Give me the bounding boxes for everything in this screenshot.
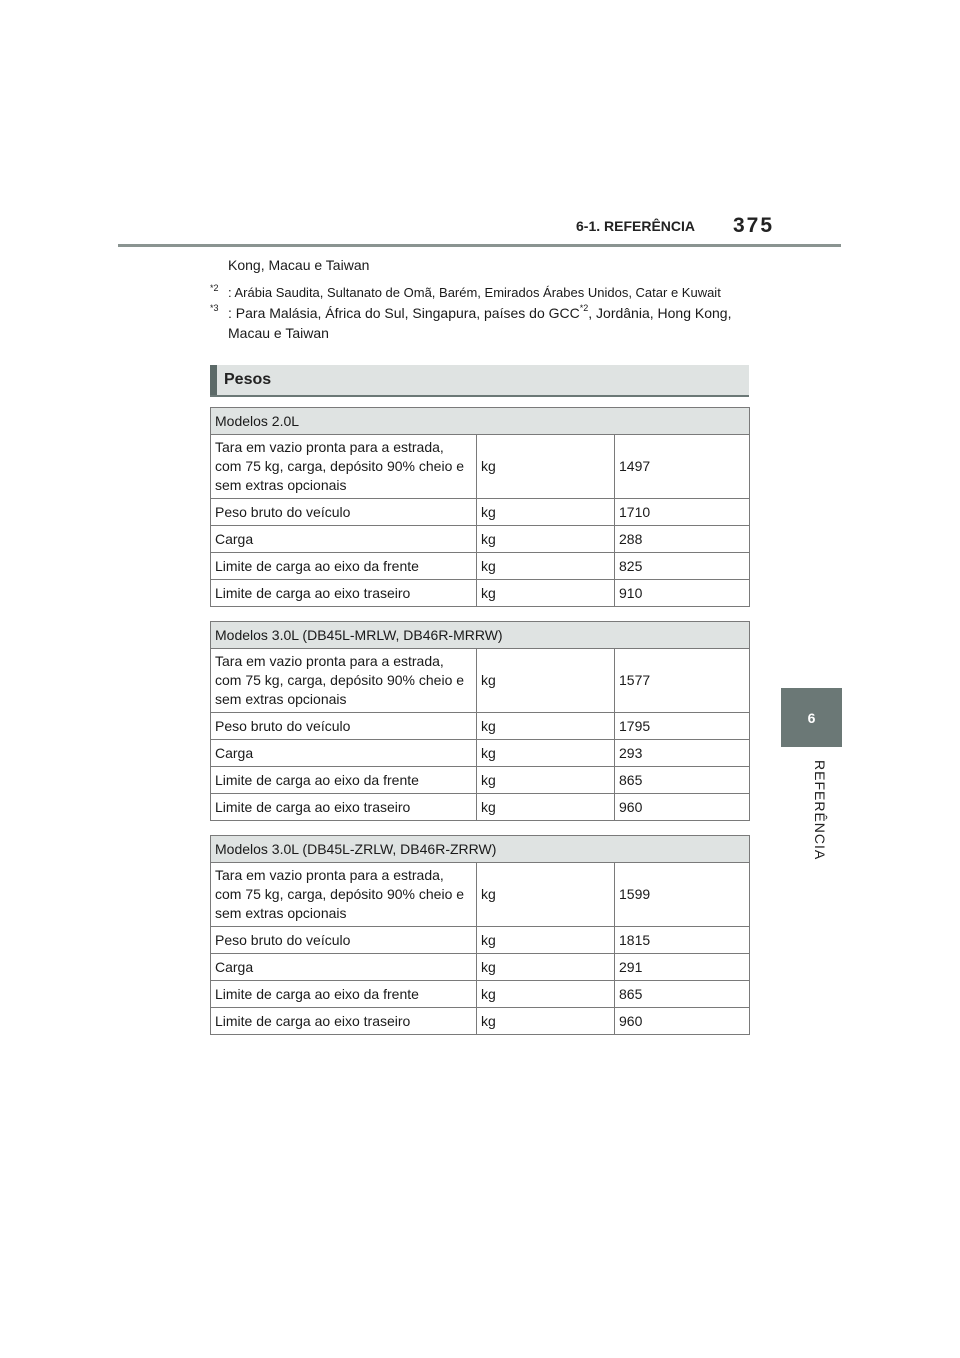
table-title-row [211, 622, 750, 649]
footnote-3-text-a: : Para Malásia, África do Sul, Singapura, países do GCC [228, 305, 580, 321]
row-unit: kg [477, 1008, 615, 1035]
row-label: Limite de carga ao eixo da frente [211, 553, 477, 580]
row-value: 1795 [615, 713, 750, 740]
row-value: 910 [615, 580, 750, 607]
row-unit: kg [477, 526, 615, 553]
row-label: Limite de carga ao eixo traseiro [211, 794, 477, 821]
chapter-tab[interactable] [781, 688, 842, 747]
table-row [211, 580, 750, 607]
table-title-row [211, 836, 750, 863]
table-row [211, 863, 750, 927]
row-label: Peso bruto do veículo [211, 499, 477, 526]
table-row [211, 767, 750, 794]
section-banner-accent [210, 365, 217, 395]
row-unit: kg [477, 981, 615, 1008]
row-unit: kg [477, 794, 615, 821]
chapter-number: 6 [807, 709, 816, 726]
page-number: 375 [733, 214, 775, 237]
row-label: Carga [211, 526, 477, 553]
row-value: 288 [615, 526, 750, 553]
row-label: Limite de carga ao eixo traseiro [211, 580, 477, 607]
table-row [211, 981, 750, 1008]
row-unit: kg [477, 553, 615, 580]
row-value: 960 [615, 794, 750, 821]
table-title: Modelos 3.0L (DB45L-MRLW, DB46R-MRRW) [211, 622, 750, 649]
footnote-3-mark: *3 [210, 303, 219, 313]
row-label: Tara em vazio pronta para a estrada, com 75 kg, carga, depósito 90% cheio e sem extras opcionais [211, 649, 477, 713]
row-unit: kg [477, 499, 615, 526]
chapter-side-label: REFERÊNCIA [812, 760, 828, 861]
table-row [211, 927, 750, 954]
row-label: Tara em vazio pronta para a estrada, com 75 kg, carga, depósito 90% cheio e sem extras opcionais [211, 863, 477, 927]
row-label: Peso bruto do veículo [211, 713, 477, 740]
section-banner [210, 365, 749, 397]
row-unit: kg [477, 740, 615, 767]
weights-table-3-0l-mrlw [210, 621, 750, 821]
table-row [211, 499, 750, 526]
table-row [211, 794, 750, 821]
row-value: 960 [615, 1008, 750, 1035]
row-value: 1577 [615, 649, 750, 713]
weights-table-2-0l [210, 407, 750, 607]
table-row [211, 553, 750, 580]
row-value: 1815 [615, 927, 750, 954]
footnote-3-line2: Macau e Taiwan [228, 325, 329, 341]
footnote-2 [210, 283, 770, 303]
footnote-continuation: Kong, Macau e Taiwan [228, 257, 370, 273]
row-value: 1497 [615, 435, 750, 499]
header-rule [118, 244, 841, 247]
row-label: Tara em vazio pronta para a estrada, com 75 kg, carga, depósito 90% cheio e sem extras opcionais [211, 435, 477, 499]
footnote-2-mark: *2 [210, 283, 219, 293]
footnotes [210, 255, 770, 343]
row-label: Peso bruto do veículo [211, 927, 477, 954]
row-label: Carga [211, 740, 477, 767]
row-unit: kg [477, 863, 615, 927]
row-label: Carga [211, 954, 477, 981]
row-unit: kg [477, 927, 615, 954]
footnote-2-text: : Arábia Saudita, Sultanato de Omã, Barém, Emirados Árabes Unidos, Catar e Kuwait [228, 285, 721, 300]
weights-table-3-0l-zrlw [210, 835, 750, 1035]
row-value: 293 [615, 740, 750, 767]
footnote-3 [210, 303, 770, 323]
row-label: Limite de carga ao eixo traseiro [211, 1008, 477, 1035]
row-value: 1599 [615, 863, 750, 927]
row-unit: kg [477, 767, 615, 794]
table-row [211, 526, 750, 553]
table-row [211, 1008, 750, 1035]
table-title: Modelos 2.0L [211, 408, 750, 435]
section-title: Pesos [224, 371, 272, 388]
row-value: 825 [615, 553, 750, 580]
footnote-3-ref: *2 [579, 303, 589, 313]
row-value: 1710 [615, 499, 750, 526]
row-label: Limite de carga ao eixo da frente [211, 981, 477, 1008]
row-unit: kg [477, 435, 615, 499]
row-unit: kg [477, 649, 615, 713]
row-value: 865 [615, 981, 750, 1008]
row-value: 865 [615, 767, 750, 794]
table-row [211, 435, 750, 499]
footnote-3-text-b: , Jordânia, Hong Kong, [588, 305, 732, 321]
row-unit: kg [477, 954, 615, 981]
row-value: 291 [615, 954, 750, 981]
table-row [211, 740, 750, 767]
row-unit: kg [477, 713, 615, 740]
table-row [211, 954, 750, 981]
section-label: 6-1. REFERÊNCIA [576, 218, 696, 234]
table-title: Modelos 3.0L (DB45L-ZRLW, DB46R-ZRRW) [211, 836, 750, 863]
table-row [211, 649, 750, 713]
row-label: Limite de carga ao eixo da frente [211, 767, 477, 794]
table-title-row [211, 408, 750, 435]
row-unit: kg [477, 580, 615, 607]
table-row [211, 713, 750, 740]
